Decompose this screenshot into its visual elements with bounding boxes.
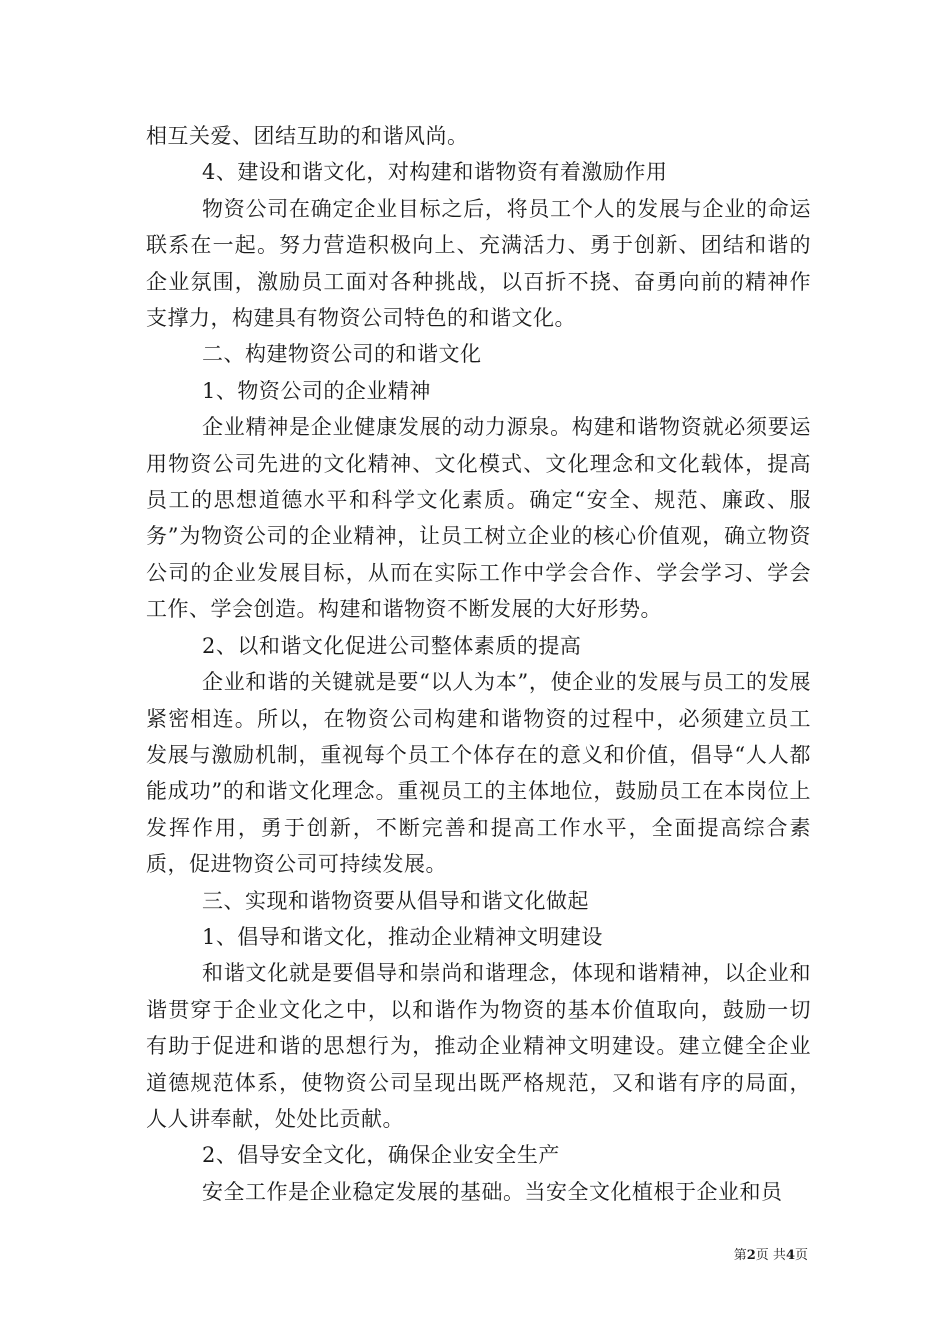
paragraph: 安全工作是企业稳定发展的基础。当安全文化植根于企业和员 [202,1179,783,1204]
current-page-number: 2 [746,1248,756,1263]
paragraph: 2、倡导安全文化，确保企业安全生产 [202,1143,560,1168]
paragraph: 二、构建物资公司的和谐文化 [202,342,482,367]
paragraph: 企业精神是企业健康发展的动力源泉。构建和谐物资就必须要运用物资公司先进的文化精神、文化模式、文化理念和文化载体，提高员工的思想道德水平和科学文化素质。确定“安全、规范、廉政、服务”为物资公司的企业精神，让员工树立企业的核心价值观，确立物资公司的企业发展目标，从而在实际工作中学会合作、学会学习、学会工作、学会创造。构建和谐物资不断发展的大好形势。 [146,415,811,622]
paragraph: 三、实现和谐物资要从倡导和谐文化做起 [202,888,589,913]
total-page-number: 4 [785,1248,795,1263]
paragraph: 企业和谐的关键就是要“以人为本”，使企业的发展与员工的发展紧密相连。所以，在物资公司构建和谐物资的过程中，必须建立员工发展与激励机制，重视每个员工个体存在的意义和价值，倡导“人人都能成功”的和谐文化理念。重视员工的主体地位，鼓励员工在本岗位上发挥作用，勇于创新，不断完善和提高工作水平，全面提高综合素质，促进物资公司可持续发展。 [146,670,811,877]
paragraph: 1、物资公司的企业精神 [202,378,431,403]
page-label-middle: 页 共 [755,1248,786,1263]
paragraph: 物资公司在确定企业目标之后，将员工个人的发展与企业的命运联系在一起。努力营造积极向上、充满活力、勇于创新、团结和谐的企业氛围，激励员工面对各种挑战，以百折不挠、奋勇向前的精神作支撑力，构建具有物资公司特色的和谐文化。 [146,196,811,331]
paragraph: 4、建设和谐文化，对构建和谐物资有着激励作用 [202,160,668,185]
paragraph: 相互关爱、团结互助的和谐风尚。 [146,124,469,148]
page-label-suffix: 页 [794,1248,808,1263]
paragraph: 1、倡导和谐文化，推动企业精神文明建设 [202,924,603,949]
paragraph: 2、以和谐文化促进公司整体素质的提高 [202,633,582,658]
paragraph: 和谐文化就是要倡导和崇尚和谐理念，体现和谐精神，以企业和谐贯穿于企业文化之中，以和谐作为物资的基本价值取向，鼓励一切有助于促进和谐的思想行为，推动企业精神文明建设。建立健全企业道德规范体系，使物资公司呈现出既严格规范，又和谐有序的局面，人人讲奉献，处处比贡献。 [146,961,811,1131]
page-label-prefix: 第 [733,1248,747,1263]
page-footer [734,1244,808,1263]
document-body [146,118,811,1210]
